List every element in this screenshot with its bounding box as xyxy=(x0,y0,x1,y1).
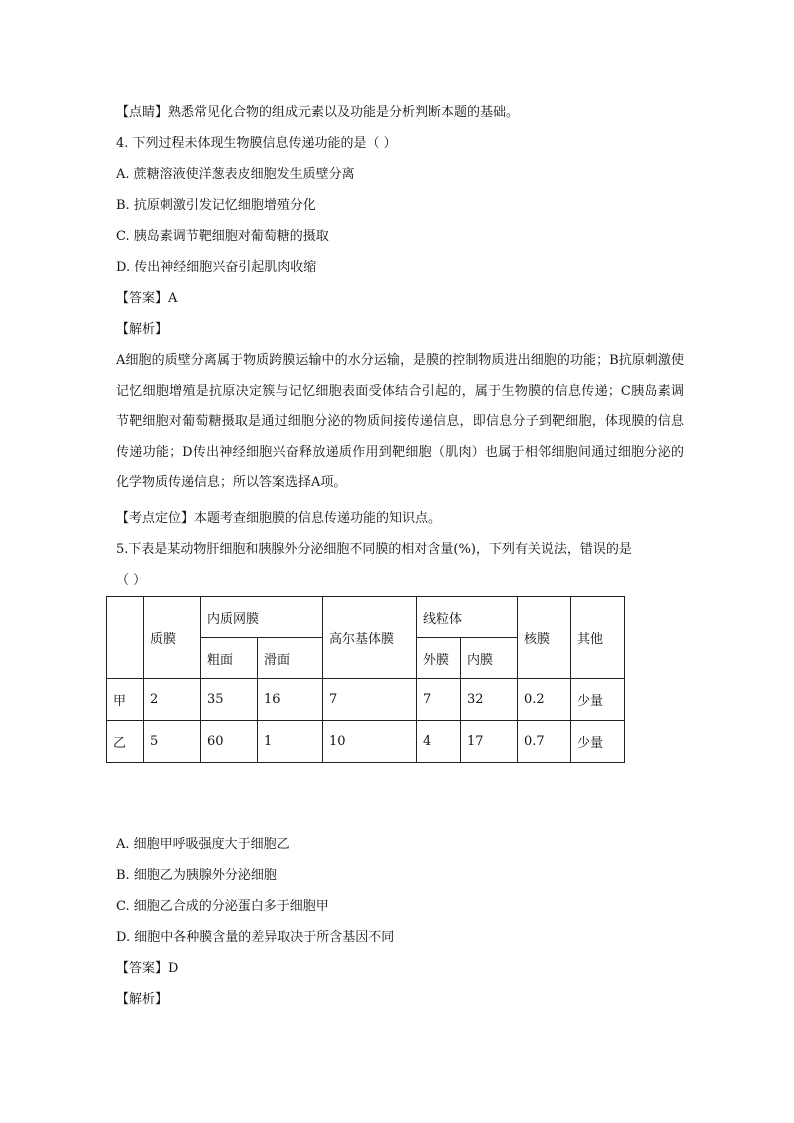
cell-other: 少量 xyxy=(571,679,625,721)
q4-option-c: C. 胰岛素调节靶细胞对葡萄糖的摄取 xyxy=(116,229,329,244)
header-outer: 外膜 xyxy=(417,638,461,679)
cell-rough: 35 xyxy=(201,679,258,721)
header-mito: 线粒体 xyxy=(417,597,518,638)
q5-option-b: B. 细胞乙为胰腺外分泌细胞 xyxy=(116,868,277,883)
header-er: 内质网膜 xyxy=(201,597,323,638)
q5-analysis-heading: 【解析】 xyxy=(116,992,169,1007)
cell-smooth: 1 xyxy=(258,721,323,763)
q5-answer: 【答案】D xyxy=(116,961,179,976)
row-label: 乙 xyxy=(107,721,144,763)
q4-analysis-text: A细胞的质壁分离属于物质跨膜运输中的水分运输，是膜的控制物质进出细胞的功能；B抗原刺激使记忆细胞增殖是抗原决定簇与记忆细胞表面受体结合引起的，属于生物膜的信息传递；C胰岛素调节靶细胞对葡萄糖摄取是通过细胞分泌的物质间接传递信息，即信息分子到靶细胞，体现膜的信息传递功能；D传出神经细胞兴奋释放递质作用到靶细胞（肌肉）也属于相邻细胞间通过细胞分泌的化学物质传递信息；所以答案选择A项。 xyxy=(116,353,684,490)
q4-option-b: B. 抗原刺激引发记忆细胞增殖分化 xyxy=(116,198,316,213)
corner-cell xyxy=(107,597,144,679)
q4-kaodian: 【考点定位】本题考查细胞膜的信息传递功能的知识点。 xyxy=(116,511,442,526)
cell-nuclear: 0.7 xyxy=(518,721,571,763)
cell-smooth: 16 xyxy=(258,679,323,721)
q5-option-d: D. 细胞中各种膜含量的差异取决于所含基因不同 xyxy=(116,930,395,945)
cell-nuclear: 0.2 xyxy=(518,679,571,721)
q5-option-c: C. 细胞乙合成的分泌蛋白多于细胞甲 xyxy=(116,899,329,914)
cell-golgi: 7 xyxy=(323,679,417,721)
header-other: 其他 xyxy=(571,597,625,679)
cell-golgi: 10 xyxy=(323,721,417,763)
membrane-content-table xyxy=(106,596,625,763)
header-inner: 内膜 xyxy=(461,638,518,679)
q5-stem: 5.下表是某动物肝细胞和胰腺外分泌细胞不同膜的相对含量(%)，下列有关说法，错误的是 xyxy=(116,542,632,557)
q4-answer: 【答案】A xyxy=(116,291,178,306)
cell-rough: 60 xyxy=(201,721,258,763)
table-row xyxy=(107,721,625,763)
q5-option-a: A. 细胞甲呼吸强度大于细胞乙 xyxy=(116,837,290,852)
cell-plasma: 2 xyxy=(144,679,201,721)
row-label: 甲 xyxy=(107,679,144,721)
q4-analysis-heading: 【解析】 xyxy=(116,322,169,337)
q4-option-d: D. 传出神经细胞兴奋引起肌肉收缩 xyxy=(116,260,317,275)
header-nuclear: 核膜 xyxy=(518,597,571,679)
q5-paren: （ ） xyxy=(116,573,147,588)
cell-inner: 17 xyxy=(461,721,518,763)
cell-plasma: 5 xyxy=(144,721,201,763)
header-golgi: 高尔基体膜 xyxy=(323,597,417,679)
cell-other: 少量 xyxy=(571,721,625,763)
dianjing-note: 【点睛】熟悉常见化合物的组成元素以及功能是分析判断本题的基础。 xyxy=(116,105,520,120)
q4-option-a: A. 蔗糖溶液使洋葱表皮细胞发生质壁分离 xyxy=(116,167,355,182)
q4-stem: 4. 下列过程未体现生物膜信息传递功能的是（ ） xyxy=(116,136,397,151)
cell-outer: 4 xyxy=(417,721,461,763)
header-rough: 粗面 xyxy=(201,638,258,679)
cell-outer: 7 xyxy=(417,679,461,721)
cell-inner: 32 xyxy=(461,679,518,721)
header-plasma: 质膜 xyxy=(144,597,201,679)
header-smooth: 滑面 xyxy=(258,638,323,679)
table-row xyxy=(107,679,625,721)
